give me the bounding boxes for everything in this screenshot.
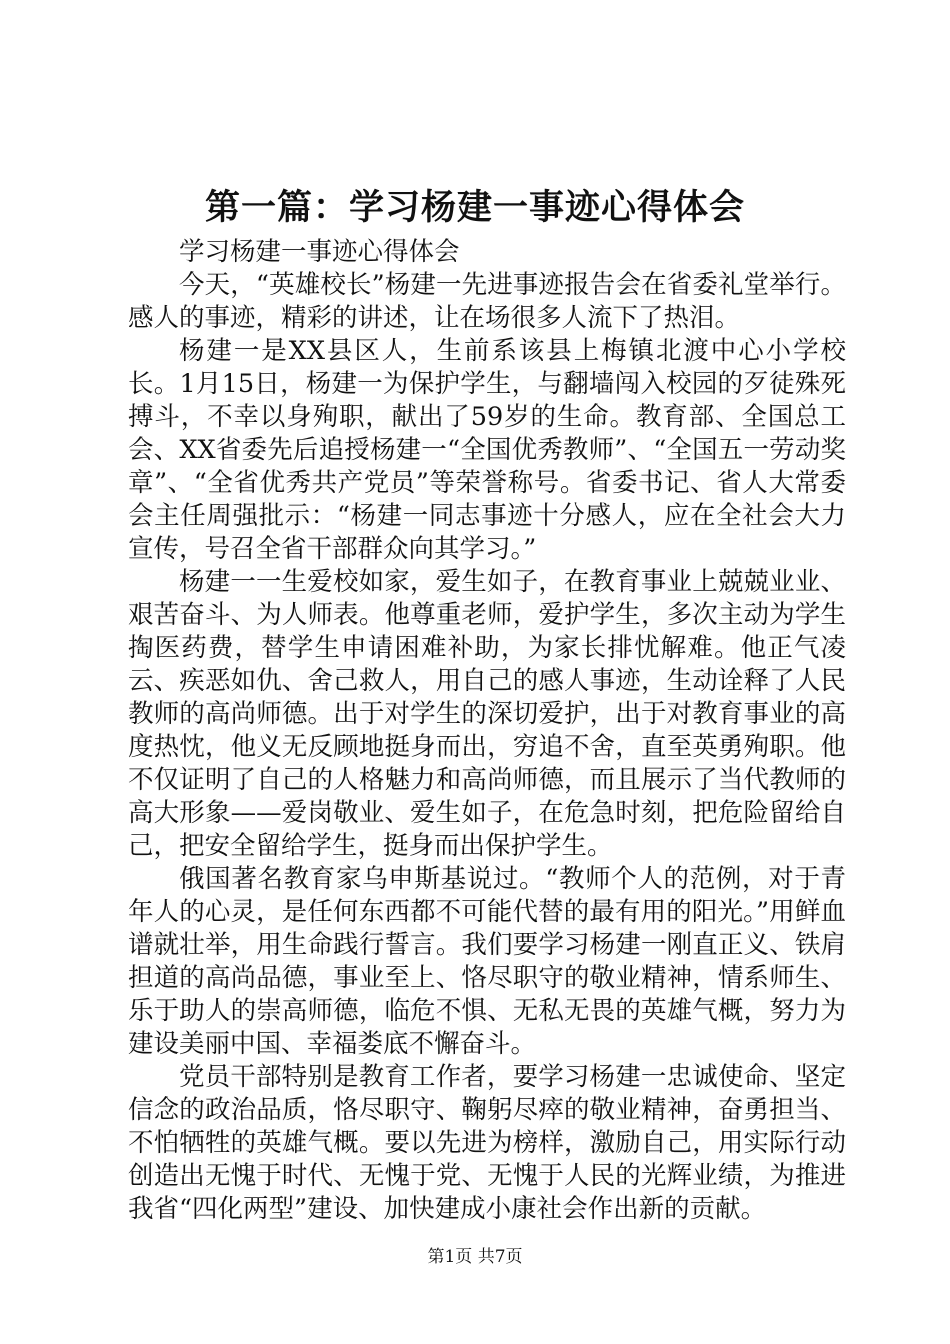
paragraph: 党员干部特别是教育工作者，要学习杨建一忠诚使命、坚定信念的政治品质，恪尽职守、鞠躬尽瘁的敬业精神，奋勇担当、不怕牺牲的英雄气概。要以先进为榜样，激励自己，用实际行动创造出无愧于时代、无愧于党、无愧于人民的光辉业绩，为推进我省“四化两型”建设、加快建成小康社会作出新的贡献。 bbox=[128, 1062, 846, 1224]
paragraph: 杨建一一生爱校如家，爱生如子，在教育事业上兢兢业业、艰苦奋斗、为人师表。他尊重老师，爱护学生，多次主动为学生掏医药费，替学生申请困难补助，为家长排忧解难。他正气凌云、疾恶如仇、舍己救人，用自己的感人事迹，生动诠释了人民教师的高尚师德。出于对学生的深切爱护，出于对教育事业的高度热忱，他义无反顾地挺身而出，穷追不舍，直至英勇殉职。他不仅证明了自己的人格魅力和高尚师德，而且展示了当代教师的高大形象——爱岗敬业、爱生如子，在危急时刻，把危险留给自己，把安全留给学生，挺身而出保护学生。 bbox=[128, 567, 846, 861]
page-number-footer: 第1页 共7页 bbox=[427, 1247, 523, 1267]
paragraph: 俄国著名教育家乌申斯基说过。“教师个人的范例，对于青年人的心灵，是任何东西都不可能代替的最有用的阳光。”用鲜血谱就壮举，用生命践行誓言。我们要学习杨建一刚直正义、铁肩担道的高尚品德，事业至上、恪尽职守的敬业精神，情系师生、乐于助人的崇高师德，临危不惧、无私无畏的英雄气概，努力为建设美丽中国、幸福娄底不懈奋斗。 bbox=[128, 864, 846, 1059]
paragraph: 杨建一是XX县区人，生前系该县上梅镇北渡中心小学校长。1月15日，杨建一为保护学生，与翻墙闯入校园的歹徒殊死搏斗，不幸以身殉职，献出了59岁的生命。教育部、全国总工会、XX省委先后追授杨建一“全国优秀教师”、“全国五一劳动奖章”、“全省优秀共产党员”等荣誉称号。省委书记、省人大常委会主任周强批示：“杨建一同志事迹十分感人，应在全社会大力宣传，号召全省干部群众向其学习。” bbox=[128, 336, 846, 564]
document-subtitle: 学习杨建一事迹心得体会 bbox=[179, 237, 460, 267]
paragraph: 今天，“英雄校长”杨建一先进事迹报告会在省委礼堂举行。感人的事迹，精彩的讲述，让在场很多人流下了热泪。 bbox=[128, 270, 846, 333]
document-body bbox=[128, 236, 846, 1226]
document-title: 第一篇：学习杨建一事迹心得体会 bbox=[204, 188, 745, 228]
